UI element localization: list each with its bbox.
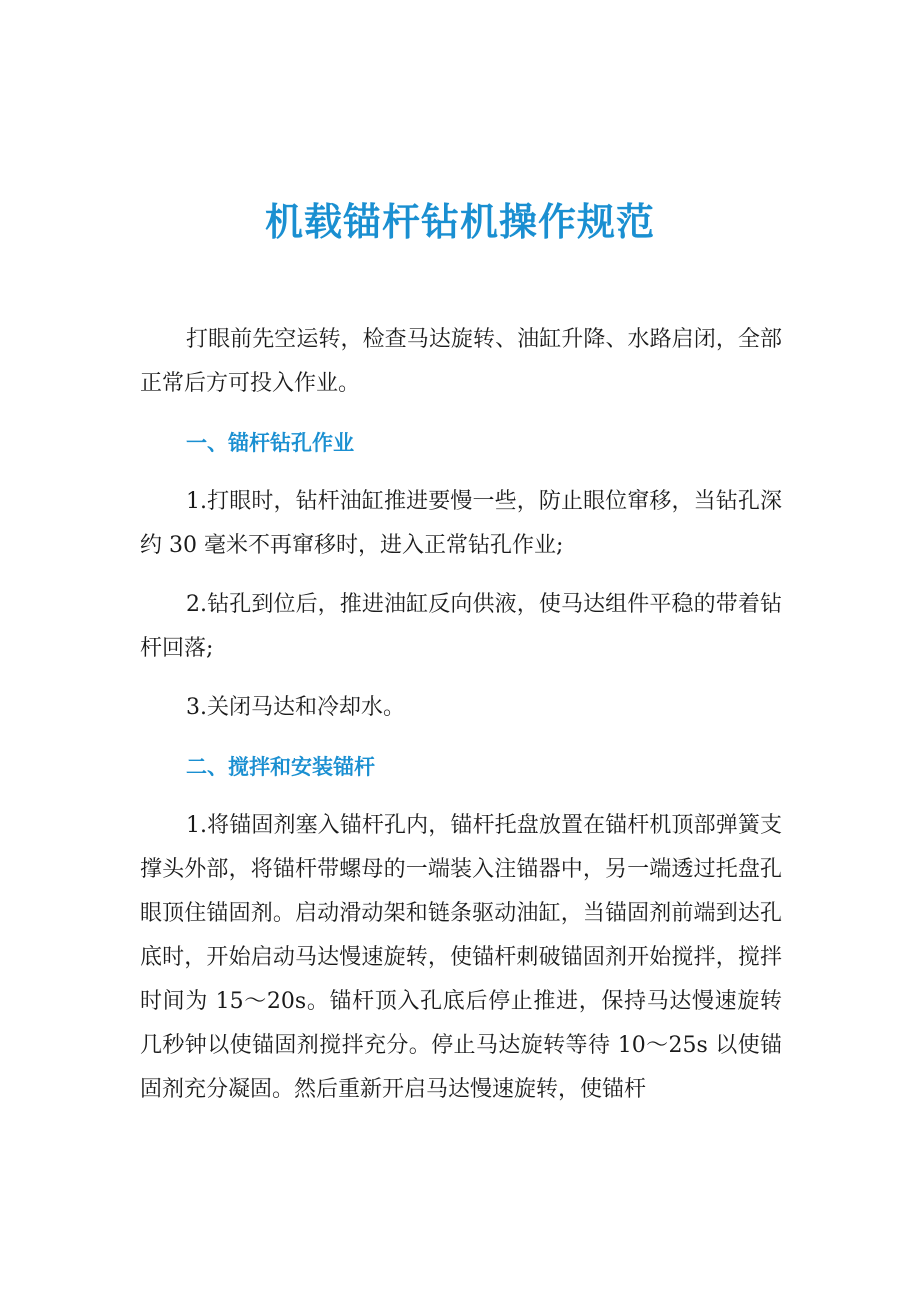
document-body bbox=[140, 318, 782, 1127]
page-title: 机载锚杆钻机操作规范 bbox=[264, 200, 655, 244]
section-heading-drilling: 一、锚杆钻孔作业 bbox=[186, 431, 354, 455]
intro-paragraph: 打眼前先空运转，检查马达旋转、油缸升降、水路启闭，全部正常后方可投入作业。 bbox=[140, 327, 782, 396]
drilling-step-2: 2.钻孔到位后，推进油缸反向供液，使马达组件平稳的带着钻杆回落; bbox=[140, 592, 782, 661]
installation-step-1: 1.将锚固剂塞入锚杆孔内，锚杆托盘放置在锚杆机顶部弹簧支撑头外部，将锚杆带螺母的一端装入注锚器中，另一端透过托盘孔眼顶住锚固剂。启动滑动架和链条驱动油缸，当锚固剂前端到达孔底时，开始启动马达慢速旋转，使锚杆刺破锚固剂开始搅拌，搅拌时间为 15～20s。锚杆顶入孔底后停止推进，保持马达慢速旋转几秒钟以使锚固剂搅拌充分。停止马达旋转等待 10～25s 以使锚固剂充分凝固。然后重新开启马达慢速旋转，使锚杆 bbox=[140, 813, 782, 1102]
section-heading-mixing-installation: 二、搅拌和安装锚杆 bbox=[186, 755, 375, 779]
drilling-step-3: 3.关闭马达和冷却水。 bbox=[186, 695, 405, 720]
drilling-step-1: 1.打眼时，钻杆油缸推进要慢一些，防止眼位窜移，当钻孔深约 30 毫米不再窜移时，进入正常钻孔作业; bbox=[140, 489, 782, 558]
